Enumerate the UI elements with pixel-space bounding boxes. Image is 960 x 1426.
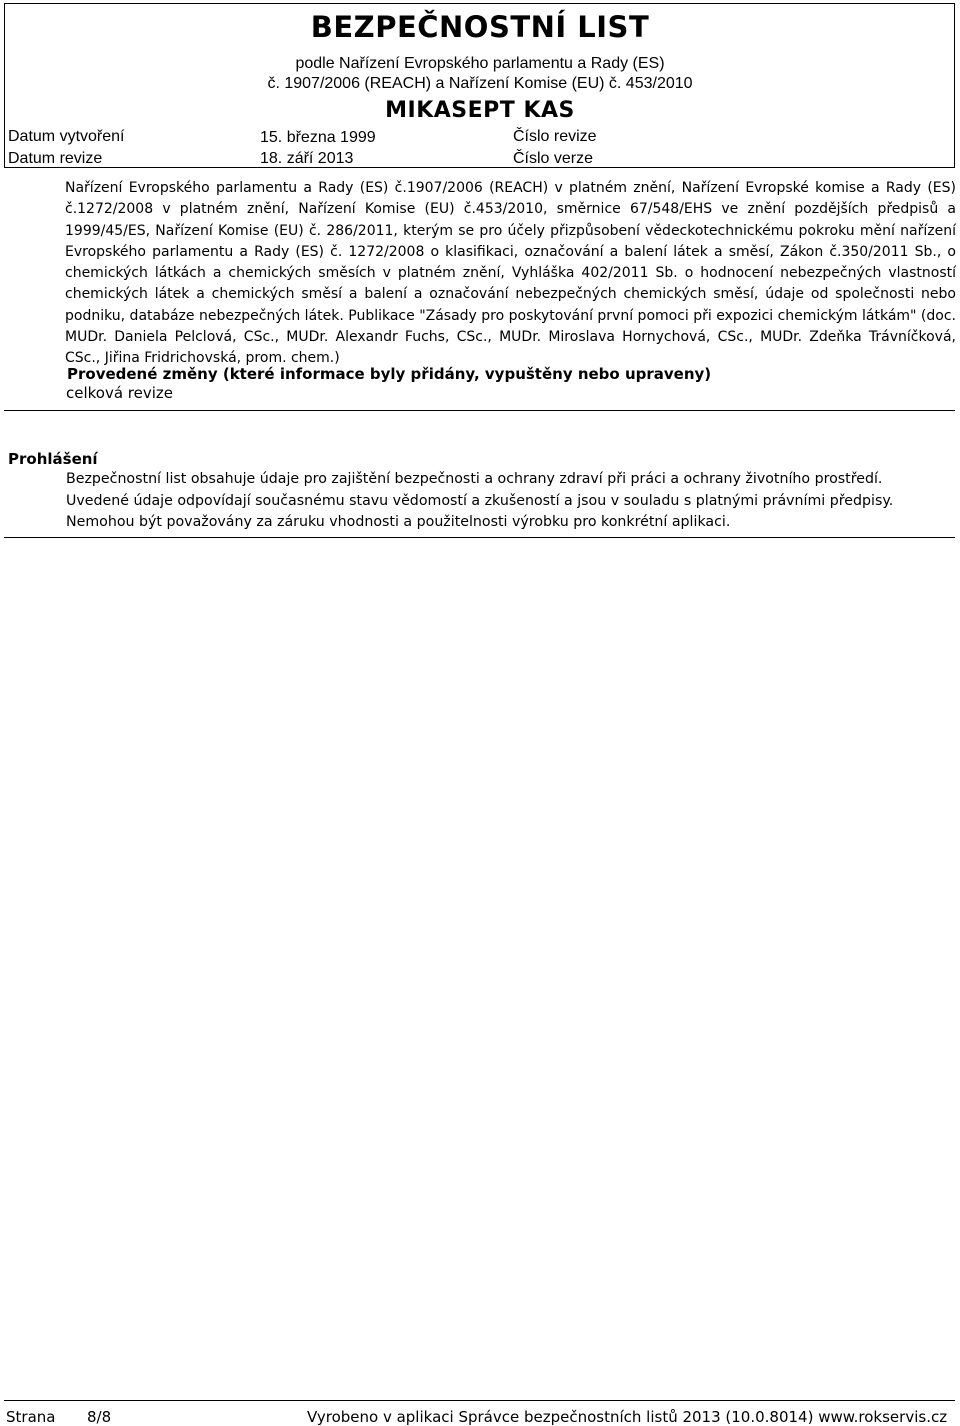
page-label: Strana bbox=[6, 1408, 56, 1426]
producer-note: Vyrobeno v aplikaci Správce bezpečnostních listů 2013 (10.0.8014) www.rokservis.cz bbox=[307, 1408, 948, 1426]
regulation-line-1: podle Nařízení Evropského parlamentu a Rady (ES) bbox=[295, 55, 665, 72]
document-title: BEZPEČNOSTNÍ LIST bbox=[310, 10, 650, 44]
version-number-label: Číslo verze bbox=[513, 150, 594, 167]
footer-divider bbox=[4, 1400, 955, 1401]
created-date-label: Datum vytvoření bbox=[8, 128, 125, 145]
declaration-text bbox=[66, 469, 956, 534]
revision-number-label: Číslo revize bbox=[513, 128, 597, 145]
sources-paragraph: Nařízení Evropského parlamentu a Rady (ES) č.1907/2006 (REACH) v platném znění, Nařízení Evropské komise a Rady (ES) č.1272/2008 v platném znění, Nařízení Komise (EU) č.453/2010, směrnice 67/548/EHS ve znění pozdějších předpisů a 1999/45/ES, Nařízení Komise (EU) č. 286/2011, kterým se pro účely přizpůsobení vědeckotechnickému pokroku mění nařízení Evropského parlamentu a Rady (ES) č. 1272/2008 o klasifikaci, označování a balení látek a směsí, Zákon č.350/2011 Sb., o chemických látkách a chemických směsích v platném znění, Vyhláška 402/2011 Sb. o hodnocení nebezpečných vlastností chemických látek a chemických směsí a balení a označování nebezpečných chemických směsí, údaje od společnosti nebo podniku, databáze nebezpečných látek. Publikace "Zásady pro poskytování první pomoci při expozici chemickým látkám" (doc. MUDr. Daniela Pelclová, CSc., MUDr. Alexandr Fuchs, CSc., MUDr. Miroslava Hornychová, CSc., MUDr. Zdeňka Trávníčková, CSc., Jiřina Fridrichovská, prom. chem.) bbox=[65, 180, 956, 367]
declaration-divider bbox=[4, 537, 955, 538]
declaration-line-1: Bezpečnostní list obsahuje údaje pro zajištění bezpečnosti a ochrany zdraví při práci a ochrany životního prostředí. bbox=[66, 471, 883, 487]
product-name: MIKASEPT KAS bbox=[385, 98, 575, 123]
regulation-line-2: č. 1907/2006 (REACH) a Nařízení Komise (EU) č. 453/2010 bbox=[267, 75, 693, 92]
revision-date-value: 18. září 2013 bbox=[260, 150, 354, 167]
created-date-value: 15. března 1999 bbox=[260, 129, 376, 146]
changes-label: Provedené změny (které informace byly přidány, vypuštěny nebo upraveny) bbox=[67, 365, 712, 383]
declaration-line-2: Uvedené údaje odpovídají současnému stavu vědomostí a zkušeností a jsou v souladu s platnými právními předpisy. bbox=[66, 492, 894, 509]
section-divider bbox=[4, 410, 955, 411]
declaration-heading: Prohlášení bbox=[8, 450, 98, 468]
declaration-line-3: Nemohou být považovány za záruku vhodnosti a použitelnosti výrobku pro konkrétní aplikaci. bbox=[66, 514, 731, 530]
changes-value: celková revize bbox=[66, 384, 174, 402]
page-number: 8/8 bbox=[87, 1408, 112, 1426]
revision-date-label: Datum revize bbox=[8, 150, 103, 167]
